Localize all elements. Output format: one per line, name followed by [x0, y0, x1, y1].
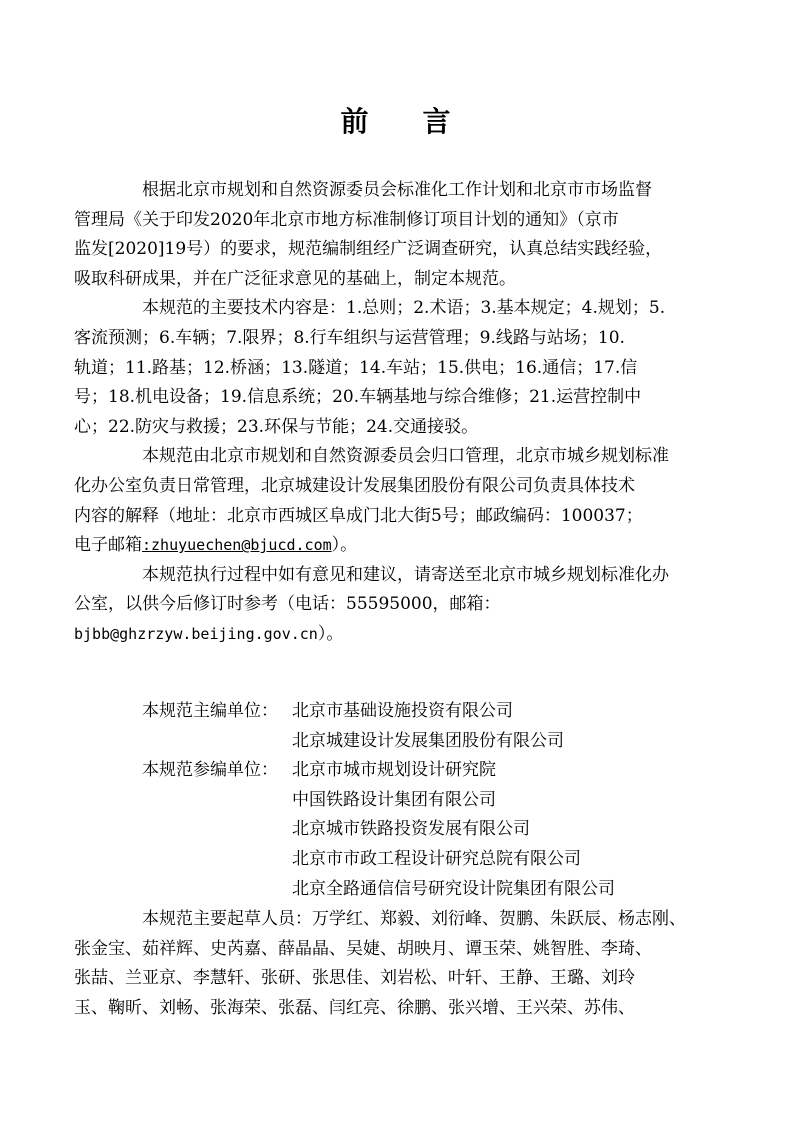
text-line: 内容的解释（地址：北京市西城区阜成门北大街5号；邮政编码：100037；	[74, 505, 643, 526]
text-line	[74, 535, 357, 555]
text-line: 本规范的主要技术内容是：1.总则；2.术语；3.基本规定；4.规划；5.	[142, 298, 666, 319]
text-line: 本规范由北京市规划和自然资源委员会归口管理，北京市城乡规划标准	[142, 446, 669, 467]
feedback-suffix: ）。	[317, 623, 344, 644]
participating-units-label: 本规范参编单位：	[142, 760, 278, 781]
unit-name: 北京城市铁路投资发展有限公司	[292, 819, 530, 840]
page-title	[0, 100, 793, 140]
unit-name: 北京市城市规划设计研究院	[292, 760, 496, 781]
text-line: 张金宝、茹祥辉、史芮嘉、薛晶晶、吴婕、胡映月、谭玉荣、姚智胜、李琦、	[74, 938, 652, 959]
unit-name: 北京城建设计发展集团股份有限公司	[292, 730, 564, 751]
title-char-1: 前	[340, 105, 371, 138]
title-char-2: 言	[422, 105, 453, 138]
unit-name: 北京市基础设施投资有限公司	[292, 701, 513, 721]
text-line: 根据北京市规划和自然资源委员会标准化工作计划和北京市市场监督	[142, 180, 652, 200]
paragraph-feedback	[74, 561, 720, 650]
unit-name: 北京全路通信信号研究设计院集团有限公司	[292, 878, 615, 899]
paragraph-contents	[74, 294, 720, 442]
unit-name: 北京市市政工程设计研究总院有限公司	[292, 848, 581, 869]
paragraph-management	[74, 442, 720, 560]
text-line: 监发[2020]19号）的要求，规范编制组经广泛调查研究，认真总结实践经验，	[74, 239, 663, 260]
unit-name: 中国铁路设计集团有限公司	[292, 789, 496, 810]
email-suffix: ）。	[331, 535, 358, 556]
text-line: 轨道；11.路基；12.桥涵；13.隧道；14.车站；15.供电；16.通信；17.信	[74, 357, 638, 378]
text-line: 管理局《关于印发2020年北京市地方标准制修订项目计划的通知》（京市	[74, 209, 619, 230]
text-line: 化办公室负责日常管理，北京城建设计发展集团股份有限公司负责具体技术	[74, 475, 635, 496]
text-line: 本规范主要起草人员：万学红、郑毅、刘衍峰、贺鹏、朱跃辰、杨志刚、	[142, 909, 686, 929]
unit-row	[108, 697, 720, 727]
text-line: 吸取科研成果，并在广泛征求意见的基础上，制定本规范。	[74, 268, 516, 289]
unit-row	[108, 845, 720, 875]
unit-row	[108, 727, 720, 757]
email-prefix: 电子邮箱	[74, 535, 142, 556]
text-line: 号；18.机电设备；19.信息系统；20.车辆基地与综合维修；21.运营控制中	[74, 387, 642, 408]
text-line: 张喆、兰亚京、李慧轩、张研、张思佳、刘岩松、叶轩、王静、王璐、刘玲	[74, 968, 635, 989]
text-line: 玉、鞠昕、刘畅、张海荣、张磊、闫红亮、徐鹏、张兴增、王兴荣、苏伟、	[74, 997, 635, 1018]
text-line: 客流预测；6.车辆；7.限界；8.行车组织与运营管理；9.线路与站场；10.	[74, 327, 625, 348]
units-section	[108, 697, 720, 904]
paragraph-drafters	[74, 905, 720, 1023]
email-link[interactable]: :zhuyuechen@bjucd.com	[142, 536, 332, 555]
text-line: 本规范执行过程中如有意见和建议，请寄送至北京市城乡规划标准化办	[142, 564, 669, 585]
unit-row	[108, 875, 720, 905]
feedback-email[interactable]: bjbb@ghzrzyw.beijing.gov.cn	[74, 624, 318, 643]
text-line: 公室，以供今后修订时参考（电话：55595000，邮箱：	[74, 594, 501, 615]
chief-units-label: 本规范主编单位：	[142, 701, 278, 721]
text-line	[74, 624, 343, 644]
drafters-section	[74, 905, 720, 1023]
unit-row	[108, 815, 720, 845]
unit-row	[108, 786, 720, 816]
text-line: 心；22.防灾与救援；23.环保与节能；24.交通接驳。	[74, 416, 479, 437]
paragraph-basis	[74, 176, 720, 294]
unit-row	[108, 756, 720, 786]
preface-body	[74, 176, 720, 650]
